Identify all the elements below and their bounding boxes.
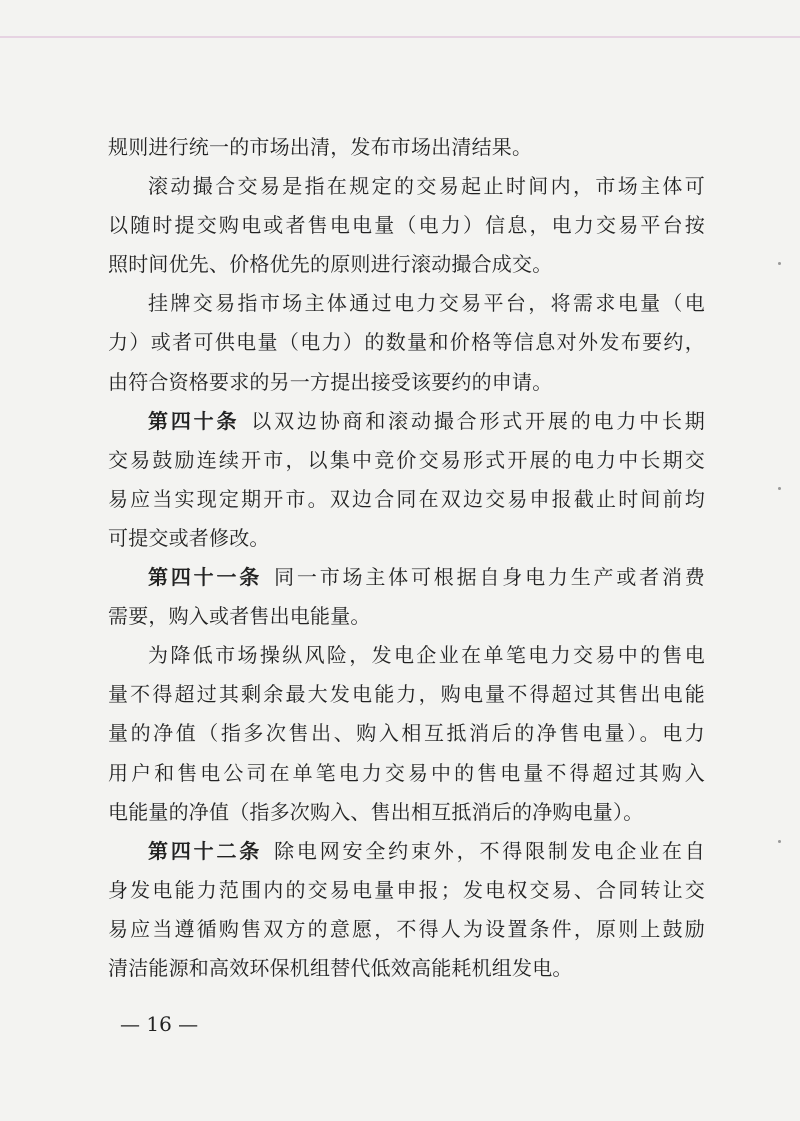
article-heading: 第四十二条 — [148, 838, 263, 863]
text-line: 滚动撮合交易是指在规定的交易起止时间内，市场主体可 — [148, 174, 705, 199]
article-text: 以双边协商和滚动撮合形式开展的电力中长期 — [251, 408, 706, 433]
article-text: 除电网安全约束外，不得限制发电企业在自 — [274, 838, 705, 863]
article-heading: 第四十条 — [148, 408, 240, 433]
text-line — [108, 402, 705, 441]
article-text: 同一市场主体可根据自身电力生产或者消费 — [274, 565, 705, 590]
text-line: 易应当遵循购售双方的意愿，不得人为设置条件，原则上鼓励 — [108, 916, 705, 941]
text-line: 交易鼓励连续开市，以集中竞价交易形式开展的电力中长期交 — [108, 447, 705, 472]
article-heading: 第四十一条 — [148, 565, 263, 590]
text-line: 量不得超过其剩余最大发电能力，购电量不得超过其售出电能 — [108, 682, 705, 707]
header-rule — [0, 36, 800, 38]
text-line: 身发电能力范围内的交易电量申报；发电权交易、合同转让交 — [108, 877, 705, 902]
text-line: 由符合资格要求的另一方提出接受该要约的申请。 — [108, 369, 553, 394]
document-body — [108, 128, 705, 988]
text-line — [108, 558, 705, 597]
text-line: 易应当实现定期开市。双边合同在双边交易申报截止时间前均 — [108, 486, 705, 511]
text-line: 以随时提交购电或者售电电量（电力）信息，电力交易平台按 — [108, 213, 705, 238]
text-line — [108, 832, 705, 871]
body-paragraph — [108, 128, 705, 167]
text-line: 挂牌交易指市场主体通过电力交易平台，将需求电量（电 — [148, 291, 705, 316]
text-line: 需要，购入或者售出电能量。 — [108, 604, 371, 629]
text-line: 清洁能源和高效环保机组替代低效高能耗机组发电。 — [108, 955, 573, 980]
body-paragraph — [108, 636, 705, 831]
article-paragraph — [108, 558, 705, 636]
article-paragraph — [108, 402, 705, 558]
text-line: 电能量的净值（指多次购入、售出相互抵消后的净购电量）。 — [108, 799, 644, 824]
page-number: — 16 — — [120, 1012, 199, 1036]
text-line: 规则进行统一的市场出清，发布市场出清结果。 — [108, 135, 533, 159]
text-line: 用户和售电公司在单笔电力交易中的售电量不得超过其购入 — [108, 760, 705, 785]
article-paragraph — [108, 832, 705, 988]
text-line: 力）或者可供电量（电力）的数量和价格等信息对外发布要约， — [108, 330, 705, 355]
text-line: 为降低市场操纵风险，发电企业在单笔电力交易中的售电 — [148, 643, 705, 668]
text-line: 照时间优先、价格优先的原则进行滚动撮合成交。 — [108, 252, 553, 277]
scan-mark — [778, 487, 781, 490]
scan-mark — [778, 262, 781, 265]
text-line: 可提交或者修改。 — [108, 525, 270, 550]
text-line: 量的净值（指多次售出、购入相互抵消后的净售电量）。电力 — [108, 721, 705, 746]
body-paragraph — [108, 284, 705, 401]
body-paragraph — [108, 167, 705, 284]
scan-mark — [778, 840, 781, 843]
